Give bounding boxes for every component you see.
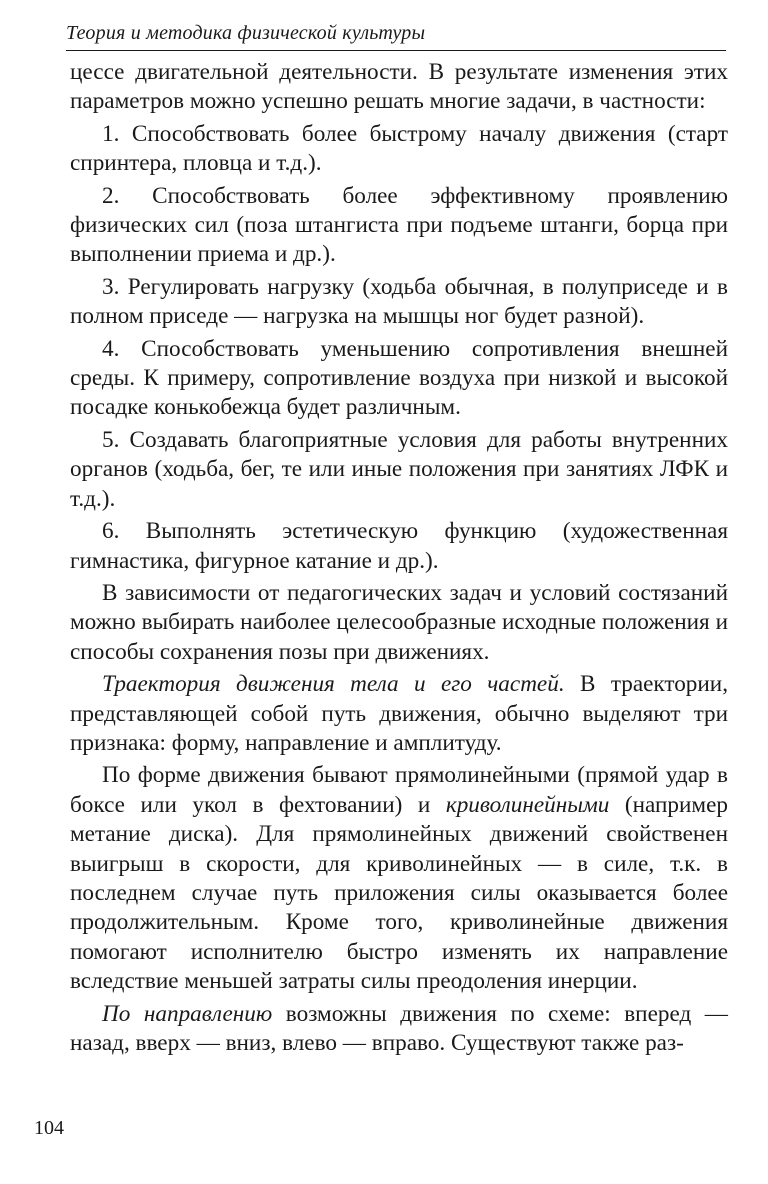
- list-item-1: 1. Способствовать более быстрому началу движения (старт спринтера, пловца и т.д.).: [70, 120, 728, 177]
- direction-paragraph: [70, 1000, 728, 1059]
- intro-paragraph: цессе двигательной деятельности. В результате изменения этих параметров можно успешно решать многие задачи, в частности:: [70, 59, 728, 115]
- running-header: Теория и методика физической культуры: [66, 22, 426, 44]
- positions-paragraph: В зависимости от педагогических задач и условий состязаний можно выбирать наиболее целесообразные исходные положения и способы сохранения позы при движениях.: [70, 579, 728, 665]
- form-term: криволинейными: [445, 791, 610, 818]
- list-item-5: 5. Создавать благоприятные условия для работы внутренних органов (ходьба, бег, те или иные положения при занятиях ЛФК и т.д.).: [70, 426, 728, 512]
- direction-text: возможны движения по схеме: вперед — назад, вверх — вниз, влево — вправо. Существуют также раз-: [70, 1000, 728, 1056]
- trajectory-text: В траектории, представляющей собой путь движения, обычно выделяют три признака: форму, направление и амплитуду.: [70, 671, 728, 756]
- form-text-2: (например метание диска). Для прямолинейных движений свойственен выигрыш в скорости, для криволинейных — в силе, т.к. в последнем случае путь приложения силы оказывается более продолжительным. Кроме того, криволинейные движения помогают исполнителю быстро изменять их направление вследствие меньшей затраты силы преодоления инерции.: [70, 791, 728, 995]
- page-text: [70, 58, 728, 1061]
- direction-term: По направлению: [102, 1000, 273, 1027]
- trajectory-term: Траектория движения тела и его частей.: [102, 671, 565, 698]
- trajectory-paragraph: [70, 670, 728, 758]
- list-item-3: 3. Регулировать нагрузку (ходьба обычная, в полуприседе и в полном приседе — нагрузка на мышцы ног будет разной).: [70, 273, 728, 330]
- form-paragraph: [70, 761, 728, 996]
- header-rule: [66, 50, 726, 51]
- list-item-2: 2. Способствовать более эффективному проявлению физических сил (поза штангиста при подъеме штанги, борца при выполнении приема и др.).: [70, 182, 728, 268]
- page-number: 104: [34, 1117, 64, 1139]
- list-item-4: 4. Способствовать уменьшению сопротивления внешней среды. К примеру, сопротивление воздуха при низкой и высокой посадке конькобежца будет различным.: [70, 335, 728, 421]
- form-text-1: По форме движения бывают прямолинейными (прямой удар в боксе или укол в фехтовании) и: [70, 762, 728, 818]
- list-item-6: 6. Выполнять эстетическую функцию (художественная гимнастика, фигурное катание и др.).: [70, 518, 728, 574]
